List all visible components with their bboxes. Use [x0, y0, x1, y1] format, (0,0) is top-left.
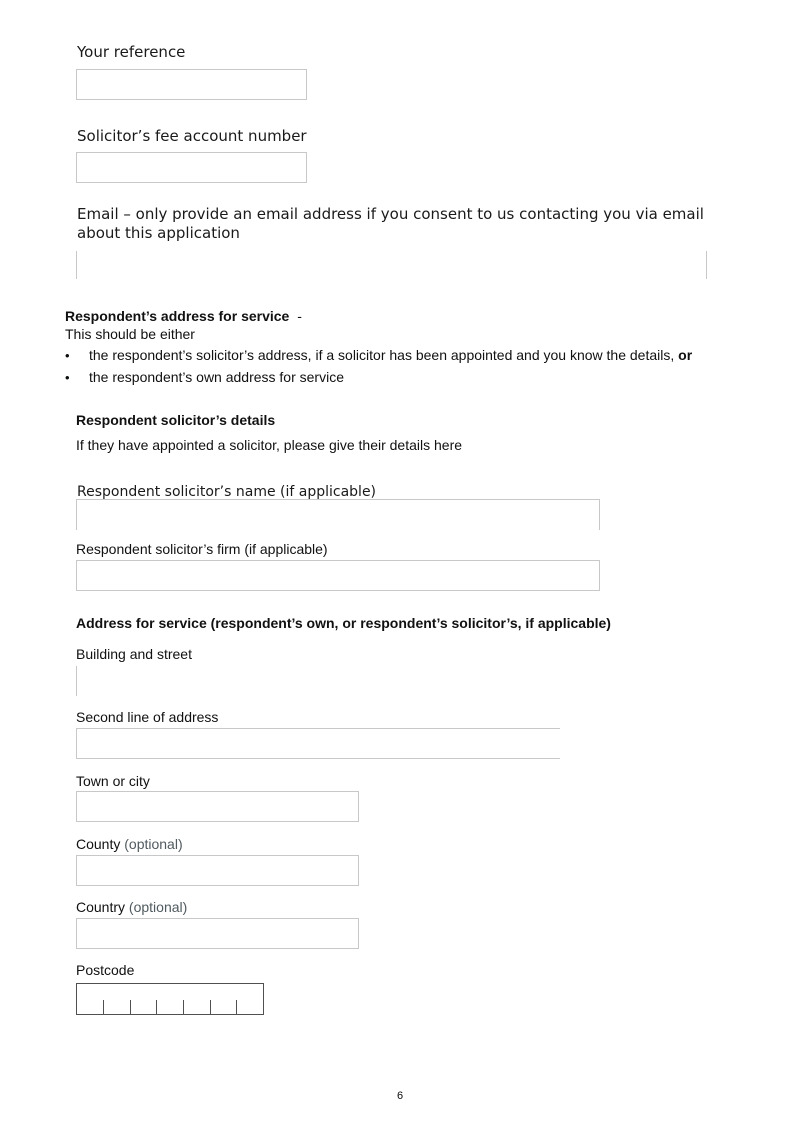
county-label [76, 835, 183, 853]
second-line-label: Second line of address [76, 709, 219, 725]
postcode-divider [236, 1000, 237, 1014]
address-for-service-heading-text: Respondent’s address for service [65, 308, 290, 324]
country-label-text: Country [76, 899, 126, 915]
country-input[interactable] [76, 918, 359, 949]
your-reference-input[interactable] [76, 69, 307, 100]
address-heading: Address for service (respondent’s own, or respondent’s solicitor’s, if applicable) [76, 615, 611, 631]
solicitor-firm-input[interactable] [76, 560, 600, 591]
solicitor-name-input[interactable] [76, 499, 600, 530]
country-label [76, 898, 187, 916]
town-city-label: Town or city [76, 773, 150, 789]
postcode-divider [210, 1000, 211, 1014]
building-street-label: Building and street [76, 646, 192, 662]
building-street-input[interactable] [76, 666, 77, 696]
postcode-divider [103, 1000, 104, 1014]
your-reference-label: Your reference [77, 43, 186, 61]
bullet-1-text: the respondent’s solicitor’s address, if a solicitor has been appointed and you know the details, [89, 347, 675, 363]
bullet-1-glyph: • [65, 348, 70, 363]
solicitor-details-intro: If they have appointed a solicitor, please give their details here [76, 437, 463, 453]
fee-account-label: Solicitor’s fee account number [77, 127, 307, 145]
country-optional-hint: (optional) [128, 899, 188, 915]
county-label-text: County [76, 836, 121, 852]
postcode-divider [183, 1000, 184, 1014]
solicitor-firm-label: Respondent solicitor’s firm (if applicable) [76, 541, 328, 557]
bullet-2-glyph: • [65, 370, 70, 385]
address-for-service-heading [65, 307, 302, 325]
postcode-label: Postcode [76, 962, 135, 978]
bullet-1 [89, 346, 692, 364]
fee-account-input[interactable] [76, 152, 307, 183]
page-number: 6 [396, 1090, 404, 1102]
email-input[interactable] [76, 251, 707, 279]
postcode-divider [156, 1000, 157, 1014]
postcode-input[interactable] [76, 983, 264, 1015]
address-for-service-intro: This should be either [65, 326, 195, 342]
county-optional-hint: (optional) [124, 836, 183, 852]
second-line-input[interactable] [76, 728, 560, 759]
solicitor-name-label: Respondent solicitor’s name (if applicable) [77, 484, 377, 500]
postcode-divider [130, 1000, 131, 1014]
bullet-2: the respondent’s own address for service [89, 369, 344, 385]
town-city-input[interactable] [76, 791, 359, 822]
heading-dash: - [297, 308, 302, 324]
bullet-1-emphasis: or [678, 347, 693, 363]
solicitor-details-heading: Respondent solicitor’s details [76, 412, 276, 428]
email-label: Email – only provide an email address if you consent to us contacting you via email about this application [77, 205, 704, 242]
county-input[interactable] [76, 855, 359, 886]
